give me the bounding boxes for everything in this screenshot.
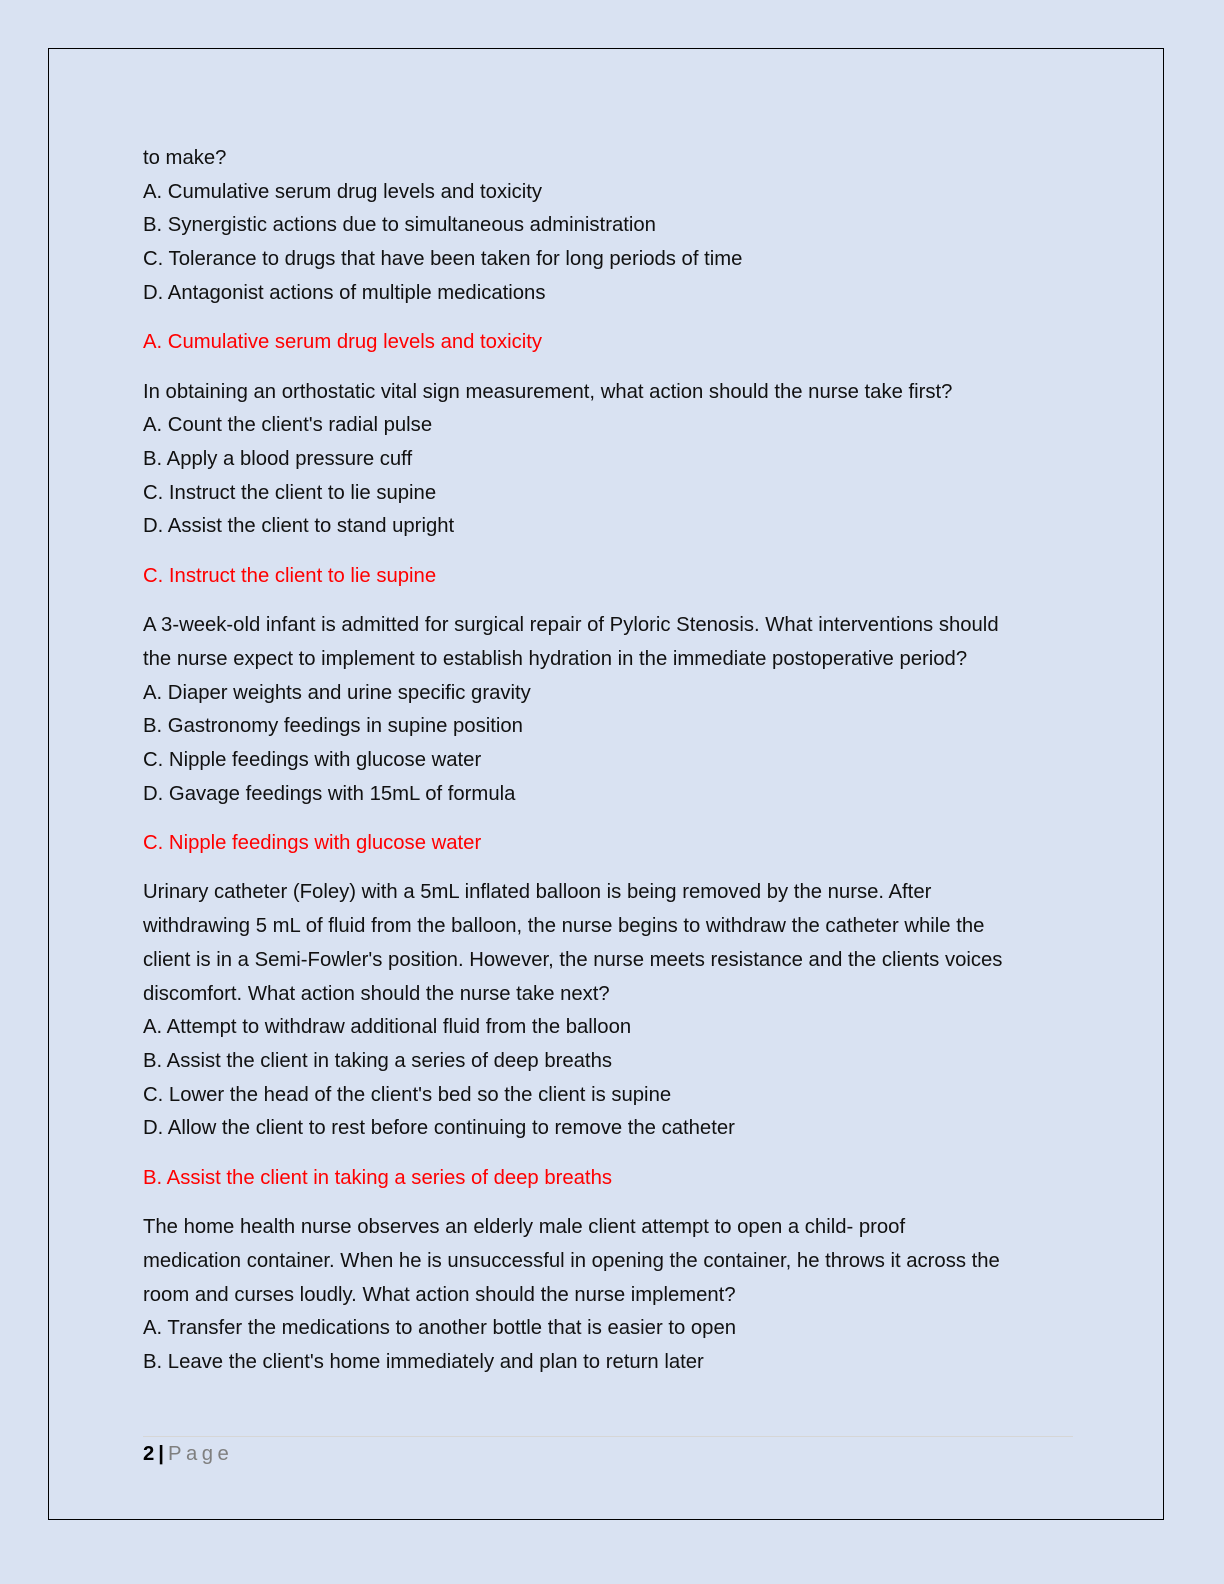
footer-separator: |: [158, 1443, 164, 1465]
page-footer: [143, 1440, 233, 1468]
answer-option: B. Synergistic actions due to simultaneous administration: [143, 214, 656, 237]
question-text: to make?: [143, 147, 227, 169]
question-text: discomfort. What action should the nurse take next?: [143, 982, 610, 1005]
answer-option: A. Cumulative serum drug levels and toxicity: [143, 180, 543, 203]
answer-option: A. Diaper weights and urine specific gravity: [143, 681, 531, 704]
correct-answer: C. Nipple feedings with glucose water: [143, 832, 482, 855]
question-text: withdrawing 5 mL of fluid from the balloon, the nurse begins to withdraw the catheter while the: [143, 915, 985, 938]
question-text: Urinary catheter (Foley) with a 5mL inflated balloon is being removed by the nurse. After: [143, 881, 932, 904]
document-body: [143, 142, 1078, 1380]
answer-option: D. Assist the client to stand upright: [143, 515, 455, 538]
question-text: room and curses loudly. What action should the nurse implement?: [143, 1283, 736, 1306]
answer-option: D. Antagonist actions of multiple medications: [143, 281, 546, 304]
answer-option: B. Leave the client's home immediately and plan to return later: [143, 1351, 704, 1373]
question-block: [143, 1211, 1078, 1380]
correct-answer: C. Instruct the client to lie supine: [143, 564, 437, 587]
answer-option: B. Assist the client in taking a series of deep breaths: [143, 1050, 612, 1072]
footer-divider: [143, 1436, 1073, 1437]
question-text: the nurse expect to implement to establish hydration in the immediate postoperative period?: [143, 647, 968, 670]
answer-option: A. Count the client's radial pulse: [143, 414, 433, 437]
answer-option: A. Attempt to withdraw additional fluid from the balloon: [143, 1016, 632, 1039]
answer-option: C. Lower the head of the client's bed so the client is supine: [143, 1083, 672, 1106]
question-block: [143, 142, 1078, 360]
question-block: [143, 609, 1078, 861]
correct-answer: B. Assist the client in taking a series of deep breaths: [143, 1166, 612, 1189]
question-block: [143, 376, 1078, 594]
answer-option: D. Gavage feedings with 15mL of formula: [143, 782, 516, 805]
answer-option: D. Allow the client to rest before continuing to remove the catheter: [143, 1117, 735, 1140]
answer-option: C. Nipple feedings with glucose water: [143, 749, 482, 771]
page-number: 2: [143, 1443, 155, 1465]
question-block: [143, 876, 1078, 1195]
answer-option: C. Instruct the client to lie supine: [143, 481, 437, 504]
answer-option: A. Transfer the medications to another bottle that is easier to open: [143, 1317, 737, 1340]
question-text: In obtaining an orthostatic vital sign measurement, what action should the nurse take first?: [143, 380, 953, 403]
question-text: A 3-week-old infant is admitted for surgical repair of Pyloric Stenosis. What interventions should: [143, 614, 999, 637]
correct-answer: A. Cumulative serum drug levels and toxicity: [143, 331, 543, 354]
answer-option: C. Tolerance to drugs that have been taken for long periods of time: [143, 248, 743, 271]
answer-option: B. Apply a blood pressure cuff: [143, 448, 413, 470]
question-text: client is in a Semi-Fowler's position. However, the nurse meets resistance and the clients voices: [143, 948, 1003, 971]
question-text: The home health nurse observes an elderly male client attempt to open a child- proof: [143, 1216, 906, 1239]
question-text: medication container. When he is unsuccessful in opening the container, he throws it across the: [143, 1249, 1000, 1272]
page-label: Page: [167, 1443, 234, 1465]
answer-option: B. Gastronomy feedings in supine position: [143, 715, 523, 738]
